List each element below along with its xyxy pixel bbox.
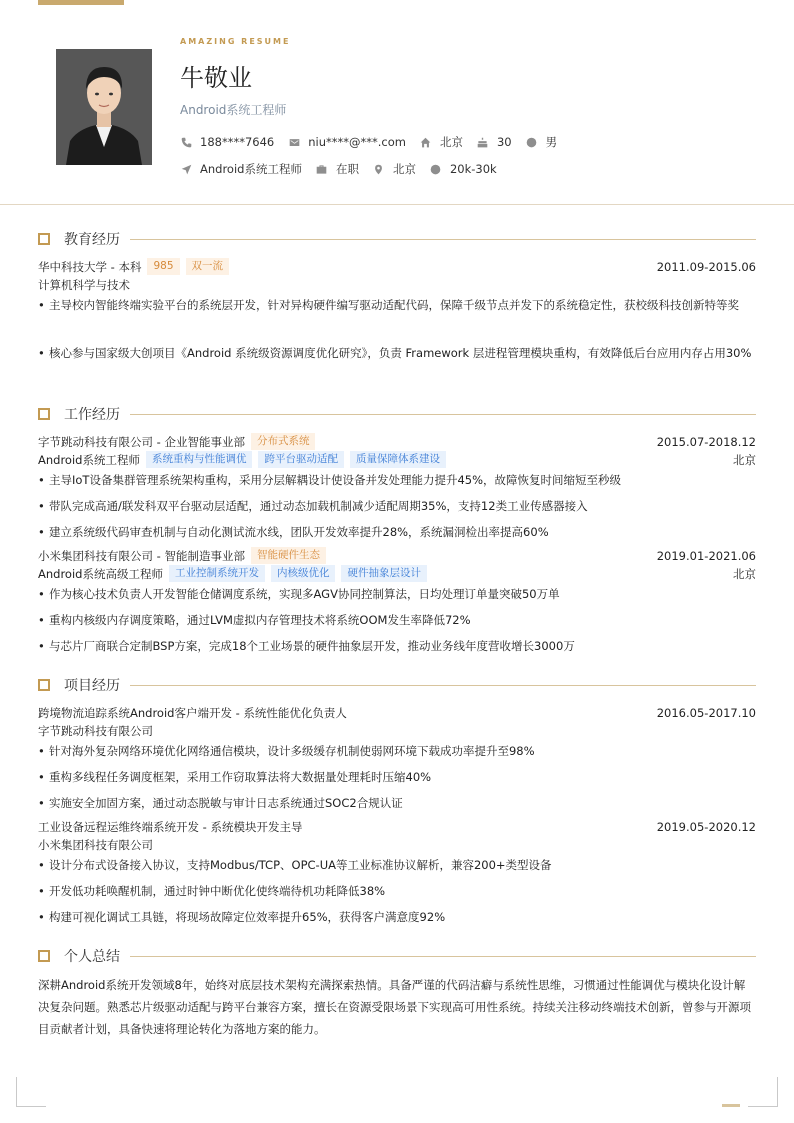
gender-icon <box>526 136 538 148</box>
company-tag: 智能硬件生态 <box>251 547 326 564</box>
email-text: niu****@***.com <box>308 135 406 149</box>
section-title: 工作经历 <box>64 407 120 423</box>
brand-label: AMAZING RESUME <box>180 37 291 46</box>
cake-icon <box>477 136 489 148</box>
section-project <box>38 676 756 694</box>
education-tag: 双一流 <box>186 258 230 275</box>
section-divider <box>130 685 756 686</box>
section-marker-icon <box>38 233 50 245</box>
project-company-row <box>38 723 756 739</box>
education-date: 2011.09-2015.06 <box>656 259 756 274</box>
work-city: 北京 <box>733 452 756 467</box>
salary-text: 20k-30k <box>449 162 497 176</box>
work-city: 北京 <box>733 566 756 581</box>
corner-decoration <box>16 1077 46 1107</box>
role-tag: 内核级优化 <box>271 565 336 582</box>
work-bullet: • 与芯片厂商联合定制BSP方案，完成18个工业场景的硬件抽象层开发，推动业务线年度营收增长3000万 <box>38 635 756 657</box>
home-text: 北京 <box>439 135 463 149</box>
location-text: 北京 <box>392 162 416 176</box>
section-marker-icon <box>38 950 50 962</box>
age-info <box>477 135 512 149</box>
project-bullet: • 构建可视化调试工具链，将现场故障定位效率提升65%，获得客户满意度92% <box>38 906 756 928</box>
project-title: 工业设备远程运维终端系统开发 - 系统模块开发主导 <box>38 820 303 834</box>
role-tag: 跨平台驱动适配 <box>258 451 344 468</box>
work-bullet: • 作为核心技术负责人开发智能仓储调度系统，实现多AGV协同控制算法，日均处理订单量突破50万单 <box>38 583 756 605</box>
company-tag: 分布式系统 <box>251 433 316 450</box>
work-date: 2019.01-2021.06 <box>656 548 756 563</box>
role-tag: 系统重构与性能调优 <box>146 451 253 468</box>
project-title: 跨境物流追踪系统Android客户端开发 - 系统性能优化负责人 <box>38 706 347 720</box>
phone-text: 188****7646 <box>200 135 275 149</box>
project-company: 字节跳动科技有限公司 <box>38 724 153 738</box>
education-bullet: • 核心参与国家级大创项目《Android 系统级资源调度优化研究》，负责 Framework 层进程管理模块重构，有效降低后台应用内存占用30% <box>38 342 756 364</box>
education-major-row <box>38 277 756 293</box>
briefcase-icon <box>316 163 328 175</box>
work-role-row <box>38 565 756 582</box>
work-company-row <box>38 547 756 564</box>
work-role-row <box>38 451 756 468</box>
section-marker-icon <box>38 679 50 691</box>
section-divider <box>130 956 756 957</box>
money-icon <box>430 163 442 175</box>
summary-text: 深耕Android系统开发领域8年，始终对底层技术架构充满探索热情。具备严谨的代码洁癖与系统性思维，习惯通过性能调优与模块化设计解决复杂问题。熟悉芯片级驱动适配与跨平台兼容方案，擅长在资源受限场景下实现高可用性系统。持续关注移动终端技术创新，曾参与开源项目贡献者计划，具备快速将理论转化为落地方案的能力。 <box>38 978 751 1036</box>
project-title-row <box>38 705 756 721</box>
project-bullet: • 设计分布式设备接入协议，支持Modbus/TCP、OPC-UA等工业标准协议解析，兼容200+类型设备 <box>38 854 756 876</box>
work-date: 2015.07-2018.12 <box>656 434 756 449</box>
work-role: Android系统高级工程师 <box>38 566 163 581</box>
job-info-row <box>180 161 511 177</box>
section-title: 项目经历 <box>64 678 120 694</box>
target-role-text: Android系统工程师 <box>200 162 302 176</box>
role-tag: 质量保障体系建设 <box>350 451 446 468</box>
gender-info <box>526 134 558 150</box>
status-info <box>316 161 359 177</box>
location-icon <box>373 163 385 175</box>
send-icon <box>180 163 192 175</box>
work-role: Android系统工程师 <box>38 452 140 467</box>
role-tag: 硬件抽象层设计 <box>341 565 427 582</box>
project-date: 2016.05-2017.10 <box>656 706 756 720</box>
corner-decoration <box>748 1077 778 1107</box>
project-bullet: • 开发低功耗唤醒机制，通过时钟中断优化使终端待机功耗降低38% <box>38 880 756 902</box>
age-text: 30 <box>496 135 512 149</box>
salary-info <box>430 162 497 176</box>
location-info <box>373 161 416 177</box>
section-work <box>38 405 756 423</box>
work-bullet: • 带队完成高通/联发科双平台驱动层适配，通过动态加载机制减少适配周期35%，支持12类工业传感器接入 <box>38 495 756 517</box>
target-role-info <box>180 161 302 177</box>
candidate-name: 牛敬业 <box>180 64 252 92</box>
project-company-row <box>38 837 756 853</box>
contact-info-row <box>180 134 571 150</box>
education-tag: 985 <box>147 258 179 275</box>
section-divider <box>130 239 756 240</box>
work-bullet: • 重构内核级内存调度策略，通过LVM虚拟内存管理技术将系统OOM发生率降低72% <box>38 609 756 631</box>
work-company: 字节跳动科技有限公司 - 企业智能事业部 <box>38 434 245 449</box>
section-summary <box>38 947 756 965</box>
education-bullet: • 主导校内智能终端实验平台的系统层开发，针对异构硬件编写驱动适配代码，保障千级节点并发下的系统稳定性，获校级科技创新特等奖 <box>38 294 756 316</box>
section-marker-icon <box>38 408 50 420</box>
work-company: 小米集团科技有限公司 - 智能制造事业部 <box>38 548 245 563</box>
project-company: 小米集团科技有限公司 <box>38 838 153 852</box>
project-date: 2019.05-2020.12 <box>656 820 756 834</box>
education-major: 计算机科学与技术 <box>38 278 130 292</box>
section-title: 教育经历 <box>64 232 120 248</box>
education-school-row <box>38 258 756 275</box>
project-bullet: • 重构多线程任务调度框架，采用工作窃取算法将大数据量处理耗时压缩40% <box>38 766 756 788</box>
phone-info <box>180 135 274 149</box>
section-divider <box>130 414 756 415</box>
status-text: 在职 <box>335 162 359 176</box>
school-name: 华中科技大学 - 本科 <box>38 259 142 274</box>
phone-icon <box>180 136 192 148</box>
role-tag: 工业控制系统开发 <box>169 565 265 582</box>
email-info <box>288 135 406 149</box>
home-icon <box>420 136 432 148</box>
project-title-row <box>38 819 756 835</box>
gender-text: 男 <box>545 135 558 149</box>
project-bullet: • 实施安全加固方案，通过动态脱敏与审计日志系统通过SOC2合规认证 <box>38 792 756 814</box>
work-bullet: • 主导IoT设备集群管理系统架构重构，采用分层解耦设计使设备并发处理能力提升45%，故障恢复时间缩短至秒级 <box>38 469 756 491</box>
project-bullet: • 针对海外复杂网络环境优化网络通信模块，设计多级缓存机制使弱网环境下载成功率提升至98% <box>38 740 756 762</box>
mail-icon <box>288 136 300 148</box>
candidate-title: Android系统工程师 <box>180 103 287 117</box>
section-title: 个人总结 <box>64 949 120 965</box>
avatar <box>56 49 152 165</box>
resume-header <box>0 0 794 205</box>
home-info <box>420 134 463 150</box>
section-education <box>38 230 756 248</box>
work-bullet: • 建立系统级代码审查机制与自动化测试流水线，团队开发效率提升28%，系统漏洞检出率提高60% <box>38 521 756 543</box>
bottom-accent <box>722 1104 740 1107</box>
work-company-row <box>38 433 756 450</box>
